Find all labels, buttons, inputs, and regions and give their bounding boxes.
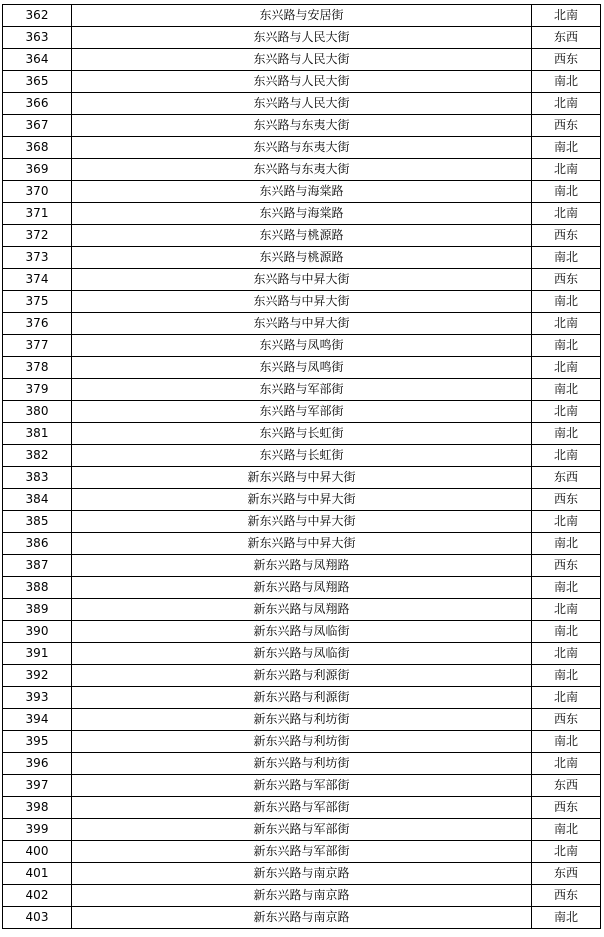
direction-cell: 南北 [532, 819, 601, 841]
direction-cell: 东西 [532, 467, 601, 489]
table-row [3, 137, 601, 159]
direction-cell: 北南 [532, 445, 601, 467]
row-number-cell: 368 [3, 137, 72, 159]
intersection-cell: 东兴路与海棠路 [72, 203, 532, 225]
table-row [3, 423, 601, 445]
table-row [3, 313, 601, 335]
intersection-cell: 新东兴路与利坊街 [72, 753, 532, 775]
intersection-cell: 新东兴路与中昇大街 [72, 533, 532, 555]
direction-cell: 北南 [532, 5, 601, 27]
intersection-cell: 新东兴路与利源街 [72, 665, 532, 687]
table-row [3, 687, 601, 709]
intersection-cell: 新东兴路与凤临街 [72, 621, 532, 643]
direction-cell: 南北 [532, 907, 601, 929]
row-number-cell: 376 [3, 313, 72, 335]
row-number-cell: 401 [3, 863, 72, 885]
table-row [3, 555, 601, 577]
direction-cell: 北南 [532, 203, 601, 225]
table-row [3, 335, 601, 357]
intersection-cell: 东兴路与东夷大街 [72, 159, 532, 181]
row-number-cell: 364 [3, 49, 72, 71]
direction-cell: 北南 [532, 401, 601, 423]
direction-cell: 北南 [532, 159, 601, 181]
intersection-cell: 新东兴路与军部街 [72, 797, 532, 819]
row-number-cell: 384 [3, 489, 72, 511]
intersection-cell: 东兴路与军部街 [72, 401, 532, 423]
direction-cell: 南北 [532, 335, 601, 357]
direction-cell: 北南 [532, 599, 601, 621]
intersection-cell: 东兴路与军部街 [72, 379, 532, 401]
row-number-cell: 398 [3, 797, 72, 819]
row-number-cell: 383 [3, 467, 72, 489]
direction-cell: 西东 [532, 555, 601, 577]
table-row [3, 819, 601, 841]
intersection-cell: 新东兴路与军部街 [72, 819, 532, 841]
table-row [3, 247, 601, 269]
row-number-cell: 375 [3, 291, 72, 313]
row-number-cell: 397 [3, 775, 72, 797]
table-row [3, 643, 601, 665]
direction-cell: 南北 [532, 731, 601, 753]
table-row [3, 27, 601, 49]
table-row [3, 533, 601, 555]
intersection-cell: 新东兴路与利坊街 [72, 731, 532, 753]
row-number-cell: 396 [3, 753, 72, 775]
direction-cell: 西东 [532, 489, 601, 511]
intersection-cell: 东兴路与长虹街 [72, 423, 532, 445]
table-row [3, 445, 601, 467]
direction-cell: 南北 [532, 621, 601, 643]
table-row [3, 5, 601, 27]
direction-cell: 北南 [532, 357, 601, 379]
direction-cell: 南北 [532, 181, 601, 203]
row-number-cell: 371 [3, 203, 72, 225]
intersection-cell: 新东兴路与凤翔路 [72, 599, 532, 621]
intersection-cell: 东兴路与东夷大街 [72, 115, 532, 137]
direction-cell: 南北 [532, 423, 601, 445]
intersection-cell: 东兴路与中昇大街 [72, 269, 532, 291]
row-number-cell: 382 [3, 445, 72, 467]
intersection-cell: 新东兴路与军部街 [72, 775, 532, 797]
table-row [3, 49, 601, 71]
intersection-cell: 东兴路与凤鸣街 [72, 335, 532, 357]
table-row [3, 797, 601, 819]
table-row [3, 907, 601, 929]
row-number-cell: 394 [3, 709, 72, 731]
intersection-cell: 新东兴路与南京路 [72, 907, 532, 929]
direction-cell: 西东 [532, 885, 601, 907]
table-row [3, 885, 601, 907]
intersection-cell: 新东兴路与利坊街 [72, 709, 532, 731]
direction-cell: 南北 [532, 379, 601, 401]
direction-cell: 南北 [532, 137, 601, 159]
direction-cell: 南北 [532, 665, 601, 687]
table-row [3, 621, 601, 643]
table-row [3, 709, 601, 731]
direction-cell: 西东 [532, 115, 601, 137]
table-row [3, 401, 601, 423]
intersection-table [2, 4, 601, 929]
row-number-cell: 363 [3, 27, 72, 49]
table-row [3, 71, 601, 93]
row-number-cell: 388 [3, 577, 72, 599]
intersection-cell: 东兴路与人民大街 [72, 71, 532, 93]
row-number-cell: 366 [3, 93, 72, 115]
table-row [3, 225, 601, 247]
direction-cell: 东西 [532, 27, 601, 49]
row-number-cell: 370 [3, 181, 72, 203]
direction-cell: 南北 [532, 533, 601, 555]
row-number-cell: 403 [3, 907, 72, 929]
direction-cell: 北南 [532, 753, 601, 775]
intersection-cell: 东兴路与中昇大街 [72, 291, 532, 313]
intersection-cell: 东兴路与中昇大街 [72, 313, 532, 335]
intersection-cell: 东兴路与长虹街 [72, 445, 532, 467]
row-number-cell: 365 [3, 71, 72, 93]
row-number-cell: 372 [3, 225, 72, 247]
direction-cell: 北南 [532, 93, 601, 115]
table-row [3, 115, 601, 137]
intersection-cell: 新东兴路与南京路 [72, 885, 532, 907]
intersection-cell: 东兴路与凤鸣街 [72, 357, 532, 379]
row-number-cell: 377 [3, 335, 72, 357]
intersection-cell: 东兴路与海棠路 [72, 181, 532, 203]
row-number-cell: 399 [3, 819, 72, 841]
intersection-cell: 新东兴路与南京路 [72, 863, 532, 885]
direction-cell: 西东 [532, 225, 601, 247]
table-row [3, 577, 601, 599]
direction-cell: 南北 [532, 247, 601, 269]
intersection-cell: 东兴路与桃源路 [72, 247, 532, 269]
table-row [3, 357, 601, 379]
row-number-cell: 373 [3, 247, 72, 269]
table-row [3, 863, 601, 885]
table-row [3, 467, 601, 489]
table-body [3, 5, 601, 929]
intersection-cell: 东兴路与东夷大街 [72, 137, 532, 159]
intersection-cell: 新东兴路与军部街 [72, 841, 532, 863]
row-number-cell: 362 [3, 5, 72, 27]
row-number-cell: 385 [3, 511, 72, 533]
direction-cell: 南北 [532, 71, 601, 93]
intersection-cell: 东兴路与人民大街 [72, 49, 532, 71]
table-row [3, 159, 601, 181]
direction-cell: 北南 [532, 841, 601, 863]
direction-cell: 东西 [532, 863, 601, 885]
table-row [3, 291, 601, 313]
intersection-cell: 东兴路与人民大街 [72, 27, 532, 49]
table-row [3, 665, 601, 687]
row-number-cell: 387 [3, 555, 72, 577]
row-number-cell: 380 [3, 401, 72, 423]
row-number-cell: 367 [3, 115, 72, 137]
direction-cell: 西东 [532, 709, 601, 731]
intersection-cell: 新东兴路与利源街 [72, 687, 532, 709]
intersection-cell: 新东兴路与凤翔路 [72, 555, 532, 577]
direction-cell: 东西 [532, 775, 601, 797]
table-row [3, 181, 601, 203]
direction-cell: 西东 [532, 269, 601, 291]
intersection-cell: 新东兴路与凤翔路 [72, 577, 532, 599]
row-number-cell: 400 [3, 841, 72, 863]
table-row [3, 203, 601, 225]
row-number-cell: 395 [3, 731, 72, 753]
intersection-cell: 新东兴路与凤临街 [72, 643, 532, 665]
row-number-cell: 393 [3, 687, 72, 709]
row-number-cell: 369 [3, 159, 72, 181]
table-row [3, 775, 601, 797]
table-row [3, 379, 601, 401]
intersection-cell: 新东兴路与中昇大街 [72, 467, 532, 489]
direction-cell: 北南 [532, 643, 601, 665]
table-row [3, 511, 601, 533]
intersection-cell: 东兴路与桃源路 [72, 225, 532, 247]
direction-cell: 北南 [532, 313, 601, 335]
intersection-cell: 东兴路与安居街 [72, 5, 532, 27]
table-row [3, 599, 601, 621]
table-row [3, 269, 601, 291]
table-row [3, 93, 601, 115]
row-number-cell: 389 [3, 599, 72, 621]
row-number-cell: 374 [3, 269, 72, 291]
direction-cell: 北南 [532, 687, 601, 709]
intersection-cell: 东兴路与人民大街 [72, 93, 532, 115]
row-number-cell: 391 [3, 643, 72, 665]
row-number-cell: 392 [3, 665, 72, 687]
intersection-cell: 新东兴路与中昇大街 [72, 511, 532, 533]
direction-cell: 北南 [532, 511, 601, 533]
row-number-cell: 390 [3, 621, 72, 643]
direction-cell: 南北 [532, 291, 601, 313]
table-row [3, 731, 601, 753]
direction-cell: 南北 [532, 577, 601, 599]
intersection-cell: 新东兴路与中昇大街 [72, 489, 532, 511]
table-row [3, 489, 601, 511]
table-row [3, 841, 601, 863]
row-number-cell: 402 [3, 885, 72, 907]
row-number-cell: 379 [3, 379, 72, 401]
row-number-cell: 381 [3, 423, 72, 445]
direction-cell: 西东 [532, 797, 601, 819]
table-row [3, 753, 601, 775]
row-number-cell: 378 [3, 357, 72, 379]
direction-cell: 西东 [532, 49, 601, 71]
row-number-cell: 386 [3, 533, 72, 555]
